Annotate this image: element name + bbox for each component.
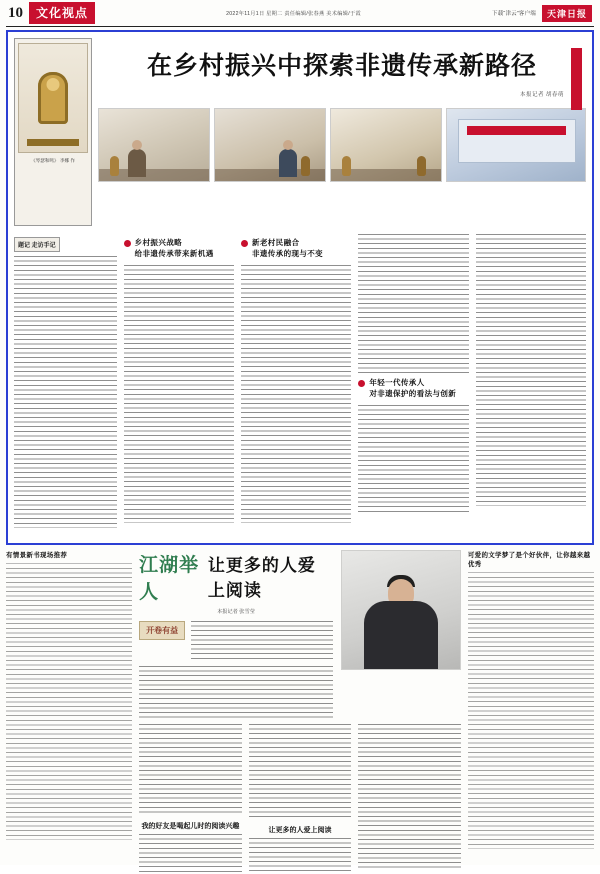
article-byline: 本报记者 胡春萌 — [519, 92, 564, 98]
article-columns — [14, 234, 586, 534]
illustration-base — [27, 139, 79, 146]
article-subhead-3-line2: 对非遗保护的看法与创新 — [369, 388, 457, 398]
lower-right-body — [468, 577, 594, 849]
photo-3 — [330, 108, 442, 182]
feature-lead — [139, 621, 333, 661]
lower-section — [6, 550, 594, 850]
lower-right-column — [468, 550, 594, 850]
bullet-icon — [124, 240, 131, 247]
red-vertical-banner — [571, 48, 582, 110]
masthead-rule — [6, 26, 594, 27]
article-subhead-1-text — [135, 238, 214, 260]
photo-4 — [446, 108, 586, 182]
article-body-text-2 — [124, 265, 234, 523]
article-body-text-1 — [14, 256, 117, 528]
feature-columns — [139, 724, 461, 874]
article-subhead-2-text — [252, 238, 323, 260]
portrait-body — [364, 601, 438, 669]
feature-col2-a — [249, 724, 352, 820]
illustration-frame — [14, 38, 92, 226]
masthead-right — [492, 5, 592, 22]
feature-lead-text — [191, 621, 333, 661]
feature-article — [139, 550, 461, 850]
lower-left-divider — [6, 563, 132, 564]
top-article — [6, 30, 594, 545]
photo-3-instrument-icon — [342, 156, 351, 176]
article-subhead-3 — [358, 378, 468, 400]
lower-right-head: 可爱的文学梦了是个好伙伴，让你越来越优秀 — [467, 552, 591, 568]
section-badge: 文化视点 — [29, 2, 95, 24]
feature-subhead-2: 让更多的人爱上阅读 — [268, 827, 332, 834]
article-column-5 — [476, 234, 586, 534]
masthead-date-line: 2022年11月1日 星期二 责任编辑/张春燕 美术编辑/于霞 — [226, 10, 361, 17]
article-subhead-2 — [241, 238, 351, 260]
masthead-website: 下载“津云”客户端 — [492, 11, 536, 17]
photo-4-sign — [467, 126, 566, 135]
photo-1-person — [128, 149, 146, 177]
article-subhead-2-line2: 非遗传承的现与不变 — [251, 248, 324, 258]
feature-top — [139, 550, 461, 718]
illustration-image — [18, 43, 88, 153]
feature-title-rest: 让更多的人爱上阅读 — [207, 556, 316, 600]
page-title: 在乡村振兴中探索非遗传承新路径 — [146, 53, 537, 80]
article-subhead-1-line2: 给非遗传承带来新机遇 — [134, 248, 214, 258]
illustration-caption: 《琴瑟和鸣》 李娜 作 — [31, 158, 75, 163]
article-body-text-5 — [476, 234, 586, 506]
feature-text-block — [139, 550, 333, 718]
photo-1-instrument-icon — [110, 156, 119, 176]
article-subhead-1 — [124, 238, 234, 260]
article-subhead-2-line1: 新老村民融合 — [251, 238, 300, 247]
photo-1 — [98, 108, 210, 182]
paper-logo: 天津日报 — [542, 5, 592, 22]
article-kicker: 题记 走访手记 — [14, 237, 60, 252]
bullet-icon — [358, 380, 365, 387]
feature-column-2 — [249, 724, 352, 874]
lower-left-head: 有情景新书现场推荐 — [6, 552, 68, 559]
article-body-text-4a — [358, 234, 468, 374]
article-column-3 — [241, 234, 351, 534]
page-number: 10 — [8, 4, 23, 21]
feature-col1-a — [139, 724, 242, 816]
bullet-icon — [241, 240, 248, 247]
feature-col1-b — [139, 834, 242, 874]
feature-body-a — [139, 666, 333, 718]
article-body-text-4b — [358, 405, 468, 515]
lower-left-column — [6, 550, 132, 850]
headline-and-photos — [98, 38, 586, 226]
article-subhead-3-text — [369, 378, 456, 400]
feature-byline: 本报记者 张雪莹 — [217, 609, 255, 615]
lower-right-divider — [468, 572, 594, 573]
photo-2 — [214, 108, 326, 182]
article-body-text-3 — [241, 265, 351, 523]
article-subhead-3-line1: 年轻一代传承人 — [369, 378, 425, 387]
masthead — [0, 0, 600, 26]
feature-col2-b — [249, 838, 352, 874]
feature-column-1 — [139, 724, 242, 874]
feature-portrait — [341, 550, 461, 670]
article-column-4 — [358, 234, 468, 534]
article-subhead-1-line1: 乡村振兴战略 — [134, 238, 183, 247]
lower-left-body — [6, 568, 132, 840]
feature-stamp: 开卷有益 — [139, 621, 185, 640]
photo-3-instrument-icon-2 — [417, 156, 426, 176]
top-article-upper — [14, 38, 586, 226]
feature-col3 — [358, 724, 461, 868]
article-column-2 — [124, 234, 234, 534]
photo-2-instrument-icon — [301, 156, 310, 176]
photo-strip — [98, 108, 586, 182]
feature-title-green: 江湖举人 — [139, 555, 200, 603]
feature-column-3 — [358, 724, 461, 874]
feature-subhead-1: 我的好友是喝起儿时的阅读兴趣 — [141, 823, 240, 830]
feature-title-row — [139, 550, 333, 604]
article-column-1 — [14, 234, 117, 534]
photo-2-person — [279, 149, 297, 177]
illustration-figure — [38, 72, 68, 124]
